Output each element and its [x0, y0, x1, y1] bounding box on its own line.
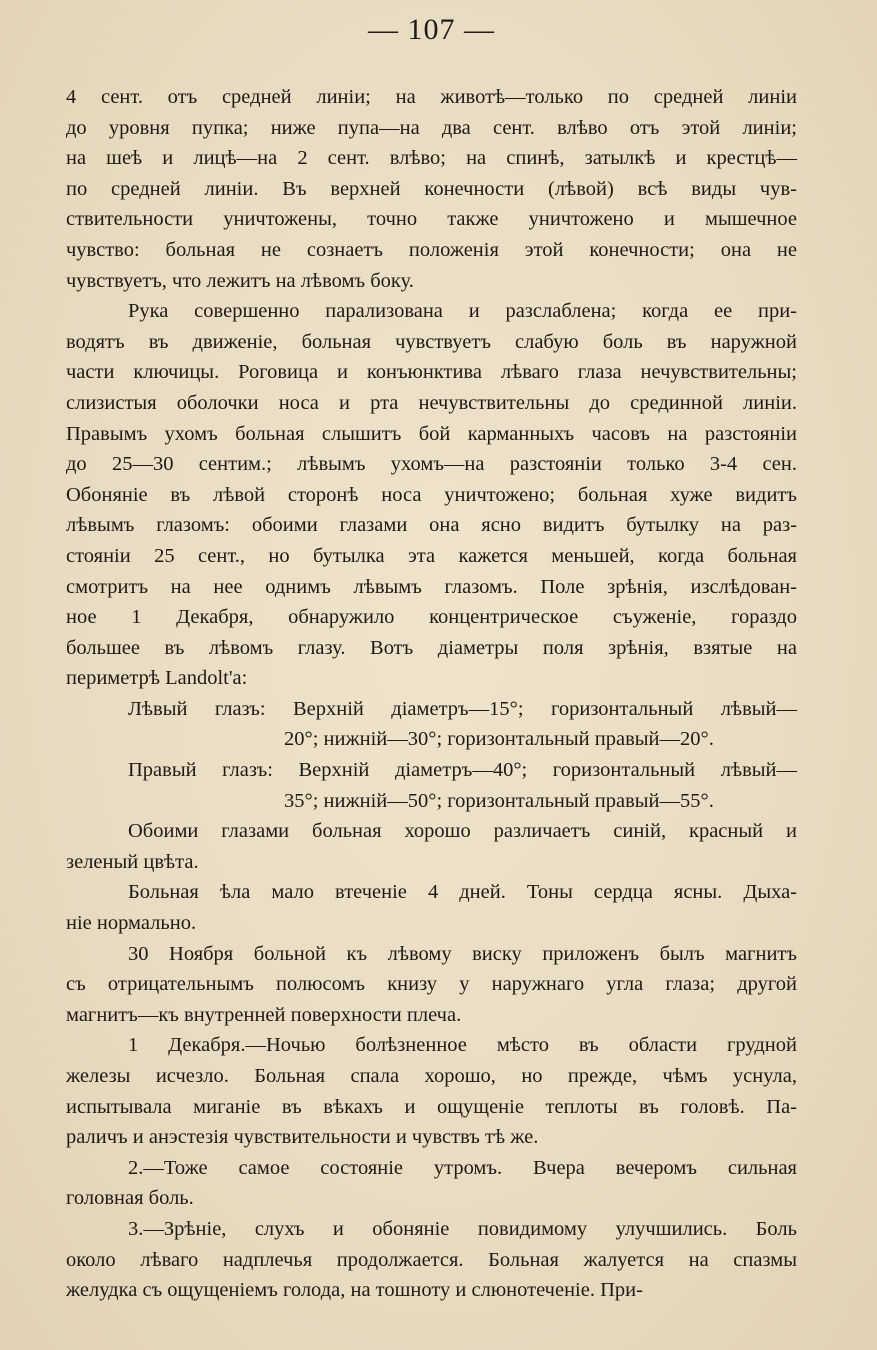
paragraph: [66, 755, 797, 816]
paragraph: [66, 1153, 797, 1214]
text-line: испытывала миганіе въ вѣкахъ и ощущеніе теплоты въ головѣ. Па-: [66, 1095, 797, 1118]
text-line: чувствуетъ, что лежитъ на лѣвомъ боку.: [66, 269, 414, 292]
text-line: периметрѣ Landolt'а:: [66, 667, 248, 690]
text-line: водятъ въ движеніе, больная чувствуетъ слабую боль въ наружной: [66, 330, 797, 353]
body-text: [66, 82, 797, 1306]
text-line: ное 1 Декабря, обнаружило концентрическое съуженіе, гораздо: [66, 606, 797, 629]
text-line: Обоими глазами больная хорошо различаетъ синій, красный и: [128, 820, 797, 843]
text-line: 4 сент. отъ средней линіи; на животѣ—только по средней линіи: [66, 86, 797, 108]
text-line: желудка съ ощущеніемъ голода, на тошноту и слюнотеченіе. При-: [66, 1279, 643, 1302]
text-line: по средней линіи. Въ верхней конечности (лѣвой) всѣ виды чув-: [66, 177, 797, 200]
text-line: 3.—Зрѣніе, слухъ и обоняніе повидимому улучшились. Боль: [128, 1217, 797, 1240]
text-line: Обоняніе въ лѣвой сторонѣ носа уничтожено; больная хуже видитъ: [66, 483, 797, 506]
text-line: Правый глазъ: Верхній діаметръ—40°; горизонтальный лѣвый—: [128, 759, 797, 782]
text-line: Рука совершенно парализована и разслаблена; когда ее при-: [128, 300, 797, 323]
text-line: 35°; нижній—50°; горизонтальный правый—55°.: [284, 789, 714, 812]
text-line: около лѣваго надплечья продолжается. Больная жалуется на спазмы: [66, 1248, 797, 1271]
paragraph: [66, 1214, 797, 1306]
text-line: съ отрицательнымъ полюсомъ книзу у наружнаго угла глаза; другой: [66, 973, 797, 996]
paragraph: [66, 877, 797, 938]
paragraph: [66, 1030, 797, 1152]
text-line: чувство: больная не сознаетъ положенія этой конечности; она не: [66, 238, 797, 261]
text-line: раличъ и анэстезія чувствительности и чувствъ тѣ же.: [66, 1126, 539, 1149]
text-line: ніе нормально.: [66, 912, 197, 935]
text-line: 30 Ноября больной къ лѣвому виску приложенъ былъ магнитъ: [128, 942, 797, 965]
text-line: Больная ѣла мало втеченіе 4 дней. Тоны сердца ясны. Дыха-: [128, 881, 797, 904]
text-line: стояніи 25 сент., но бутылка эта кажется меньшей, когда больная: [66, 544, 797, 567]
text-line: смотритъ на нее однимъ лѣвымъ глазомъ. Поле зрѣнія, изслѣдован-: [66, 575, 797, 598]
text-line: Лѣвый глазъ: Верхній діаметръ—15°; горизонтальный лѣвый—: [128, 697, 797, 720]
text-line: 20°; нижній—30°; горизонтальный правый—20°.: [284, 728, 714, 751]
text-line: зеленый цвѣта.: [66, 850, 199, 873]
text-line: головная боль.: [66, 1187, 194, 1210]
paragraph: [66, 939, 797, 1031]
text-line: магнитъ—къ внутренней поверхности плеча.: [66, 1003, 462, 1026]
text-line: слизистыя оболочки носа и рта нечувствительны до срединной линіи.: [66, 391, 797, 414]
paragraph: [66, 82, 797, 296]
text-line: 2.—Тоже самое состояніе утромъ. Вчера вечеромъ сильная: [128, 1156, 797, 1179]
paragraph: [66, 296, 797, 694]
text-line: на шеѣ и лицѣ—на 2 сент. влѣво; на спинѣ, затылкѣ и крестцѣ—: [66, 147, 797, 170]
paragraph: [66, 694, 797, 755]
text-line: Правымъ ухомъ больная слышитъ бой карманныхъ часовъ на разстояніи: [66, 422, 797, 445]
page-number: — 107 —: [368, 13, 495, 46]
text-line: лѣвымъ глазомъ: обоими глазами она ясно видитъ бутылку на раз-: [66, 514, 797, 537]
text-line: ствительности уничтожены, точно также уничтожено и мышечное: [66, 208, 797, 231]
text-line: 1 Декабря.—Ночью болѣзненное мѣсто въ области грудной: [128, 1034, 797, 1057]
text-line: железы исчезло. Больная спала хорошо, но прежде, чѣмъ уснула,: [66, 1065, 797, 1087]
text-line: большее въ лѣвомъ глазу. Вотъ діаметры поля зрѣнія, взятые на: [66, 636, 797, 659]
text-line: до уровня пупка; ниже пупа—на два сент. влѣво отъ этой линіи;: [66, 116, 797, 139]
text-line: части ключицы. Роговица и конъюнктива лѣваго глаза нечувствительны;: [66, 361, 797, 384]
text-line: до 25—30 сентим.; лѣвымъ ухомъ—на разстояніи только 3-4 сен.: [66, 453, 797, 476]
paragraph: [66, 816, 797, 877]
